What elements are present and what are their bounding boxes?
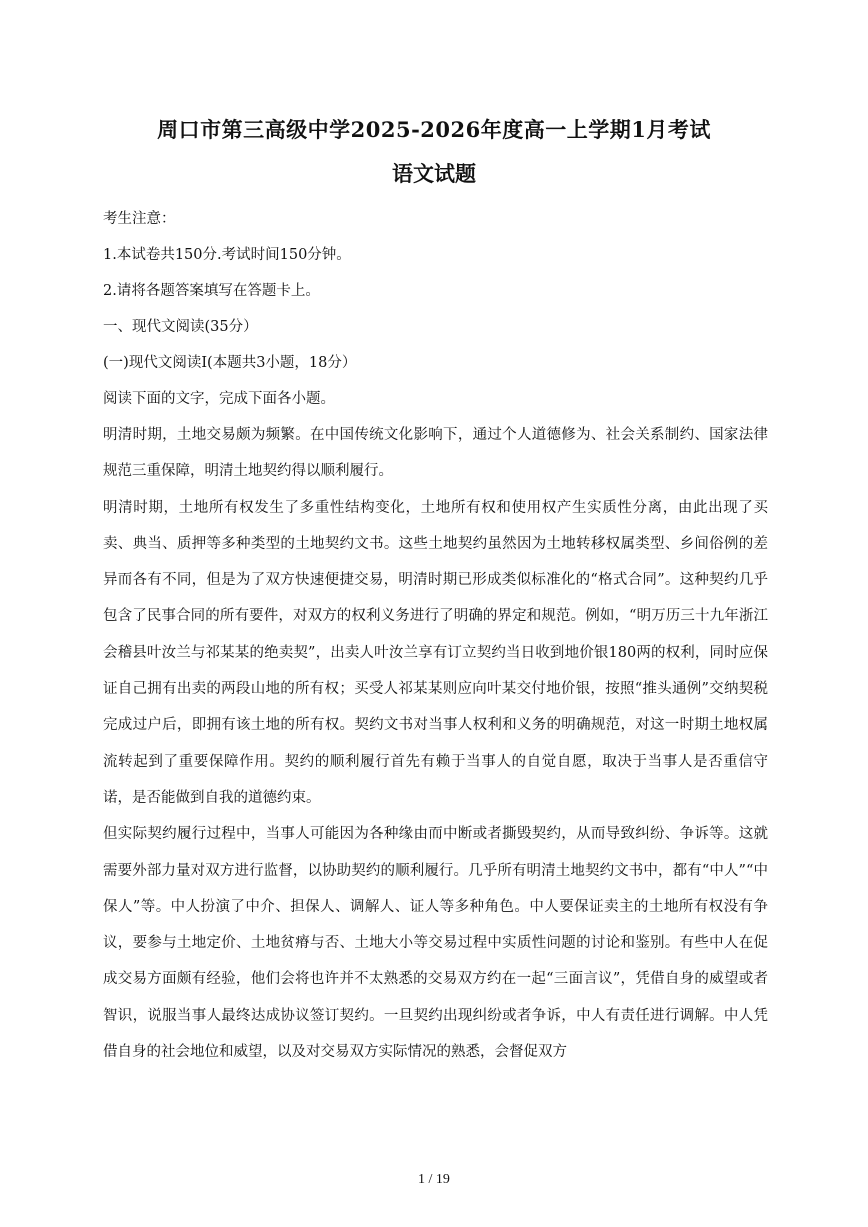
document-body <box>103 201 768 1070</box>
passage-paragraph-1: 明清时期，土地交易颇为频繁。在中国传统文化影响下，通过个人道德修为、社会关系制约、国家法律规范三重保障，明清土地契约得以顺利履行。 <box>103 427 768 480</box>
exam-title: 周口市第三高级中学2025-2026年度高一上学期1月考试 <box>157 117 711 142</box>
section-subheading: (一)现代文阅读I(本题共3小题，18分） <box>103 355 357 371</box>
exam-subtitle: 语文试题 <box>392 161 476 186</box>
passage-paragraph-2: 明清时期，土地所有权发生了多重性结构变化，土地所有权和使用权产生实质性分离，由此出现了买卖、典当、质押等多种类型的土地契约文书。这些土地契约虽然因为土地转移权属类型、乡间俗例的差异而各有不同，但是为了双方快速便捷交易，明清时期已形成类似标准化的“格式合同”。这种契约几乎包含了民事合同的所有要件，对双方的权利义务进行了明确的界定和规范。例如，“明万历三十九年浙江会稽县叶汝兰与祁某某的绝卖契”，出卖人叶汝兰享有订立契约当日收到地价银180两的权利，同时应保证自己拥有出卖的两段山地的所有权；买受人祁某某则应向叶某交付地价银，按照“推头通例”交纳契税完成过户后，即拥有该土地的所有权。契约文书对当事人权利和义务的明确规范，对这一时期土地权属流转起到了重要保障作用。契约的顺利履行首先有赖于当事人的自觉自愿，取决于当事人是否重信守诺，是否能做到自我的道德约束。 <box>103 499 768 806</box>
notice-item-2: 2.请将各题答案填写在答题卡上。 <box>103 283 320 299</box>
notice-heading: 考生注意： <box>103 211 176 227</box>
notice-item-1: 1.本试卷共150分.考试时间150分钟。 <box>103 247 351 263</box>
page-number: 1 / 19 <box>418 1172 450 1187</box>
passage-paragraph-3: 但实际契约履行过程中，当事人可能因为各种缘由而中断或者撕毁契约，从而导致纠纷、争诉等。这就需要外部力量对双方进行监督，以协助契约的顺利履行。几乎所有明清土地契约文书中，都有“中人”“中保人”等。中人扮演了中介、担保人、调解人、证人等多种角色。中人要保证卖主的土地所有权没有争议，要参与土地定价、土地贫瘠与否、土地大小等交易过程中实质性问题的讨论和鉴别。有些中人在促成交易方面颇有经验，他们会将也许并不太熟悉的交易双方约在一起“三面言议”，凭借自身的威望或者智识，说服当事人最终达成协议签订契约。一旦契约出现纠纷或者争诉，中人有责任进行调解。中人凭借自身的社会地位和威望，以及对交易双方实际情况的熟悉，会督促双方 <box>103 826 768 1061</box>
section-heading: 一、现代文阅读(35分） <box>103 319 258 335</box>
reading-instruction: 阅读下面的文字，完成下面各小题。 <box>103 391 335 407</box>
